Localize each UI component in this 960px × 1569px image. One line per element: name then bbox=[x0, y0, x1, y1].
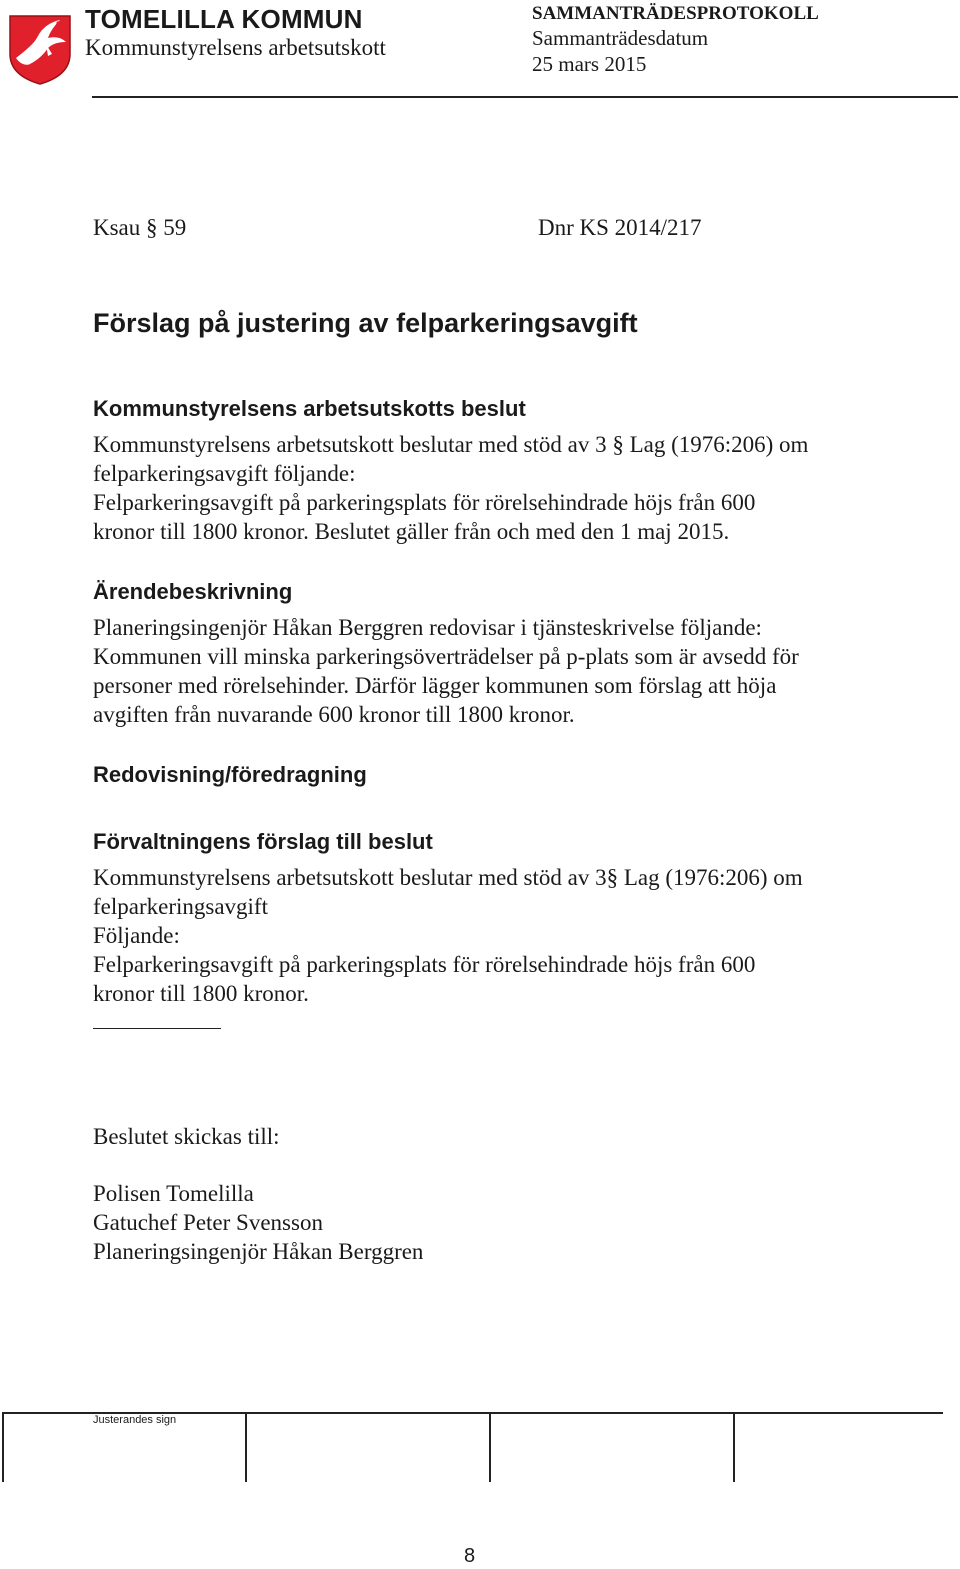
page-title: Förslag på justering av felparkeringsavgift bbox=[93, 308, 638, 338]
org-unit: Kommunstyrelsens arbetsutskott bbox=[85, 35, 386, 60]
decision-line: felparkeringsavgift följande: bbox=[93, 461, 356, 486]
distribution-list bbox=[93, 1179, 893, 1266]
proposal-line: Följande: bbox=[93, 923, 180, 948]
page-number: 8 bbox=[464, 1545, 476, 1567]
signature-box-divider bbox=[2, 1412, 4, 1482]
description-text bbox=[93, 613, 893, 729]
recipient-item: Gatuchef Peter Svensson bbox=[93, 1210, 323, 1235]
proposal-line: felparkeringsavgift bbox=[93, 894, 268, 919]
presentation-heading: Redovisning/föredragning bbox=[93, 762, 367, 787]
decision-text bbox=[93, 430, 893, 546]
case-paragraph-ref: Ksau § 59 bbox=[93, 215, 187, 240]
tomelilla-crest-icon bbox=[8, 14, 72, 86]
description-line: Kommunen vill minska parkeringsöverträdelser på p-plats som är avsedd för bbox=[93, 644, 799, 669]
section-end-rule bbox=[93, 1028, 221, 1029]
proposal-text bbox=[93, 863, 893, 1008]
recipient-item: Planeringsingenjör Håkan Berggren bbox=[93, 1239, 424, 1264]
header-divider bbox=[92, 96, 958, 98]
proposal-line: Kommunstyrelsens arbetsutskott beslutar med stöd av 3§ Lag (1976:206) om bbox=[93, 865, 803, 890]
signature-box-divider bbox=[733, 1412, 735, 1482]
decision-line: Felparkeringsavgift på parkeringsplats för rörelsehindrade höjs från 600 bbox=[93, 490, 756, 515]
description-line: personer med rörelsehinder. Därför lägger kommunen som förslag att höja bbox=[93, 673, 777, 698]
case-diary-number: Dnr KS 2014/217 bbox=[538, 215, 702, 240]
doc-type: SAMMANTRÄDESPROTOKOLL bbox=[532, 3, 819, 24]
decision-line: Kommunstyrelsens arbetsutskott beslutar med stöd av 3 § Lag (1976:206) om bbox=[93, 432, 809, 457]
description-line: avgiften från nuvarande 600 kronor till 1800 kronor. bbox=[93, 702, 575, 727]
distribution-heading: Beslutet skickas till: bbox=[93, 1124, 280, 1149]
proposal-line: kronor till 1800 kronor. bbox=[93, 981, 309, 1006]
meeting-date: 25 mars 2015 bbox=[532, 52, 647, 76]
signature-label: Justerandes sign bbox=[93, 1414, 177, 1426]
decision-heading: Kommunstyrelsens arbetsutskotts beslut bbox=[93, 396, 526, 421]
description-heading: Ärendebeskrivning bbox=[93, 579, 293, 604]
proposal-line: Felparkeringsavgift på parkeringsplats för rörelsehindrade höjs från 600 bbox=[93, 952, 756, 977]
meeting-date-label: Sammanträdesdatum bbox=[532, 26, 709, 50]
decision-line: kronor till 1800 kronor. Beslutet gäller från och med den 1 maj 2015. bbox=[93, 519, 730, 544]
recipient-item: Polisen Tomelilla bbox=[93, 1181, 254, 1206]
signature-box-divider bbox=[245, 1412, 247, 1482]
org-name: TOMELILLA KOMMUN bbox=[85, 4, 363, 34]
description-line: Planeringsingenjör Håkan Berggren redovisar i tjänsteskrivelse följande: bbox=[93, 615, 762, 640]
signature-box-divider bbox=[489, 1412, 491, 1482]
proposal-heading: Förvaltningens förslag till beslut bbox=[93, 829, 433, 854]
